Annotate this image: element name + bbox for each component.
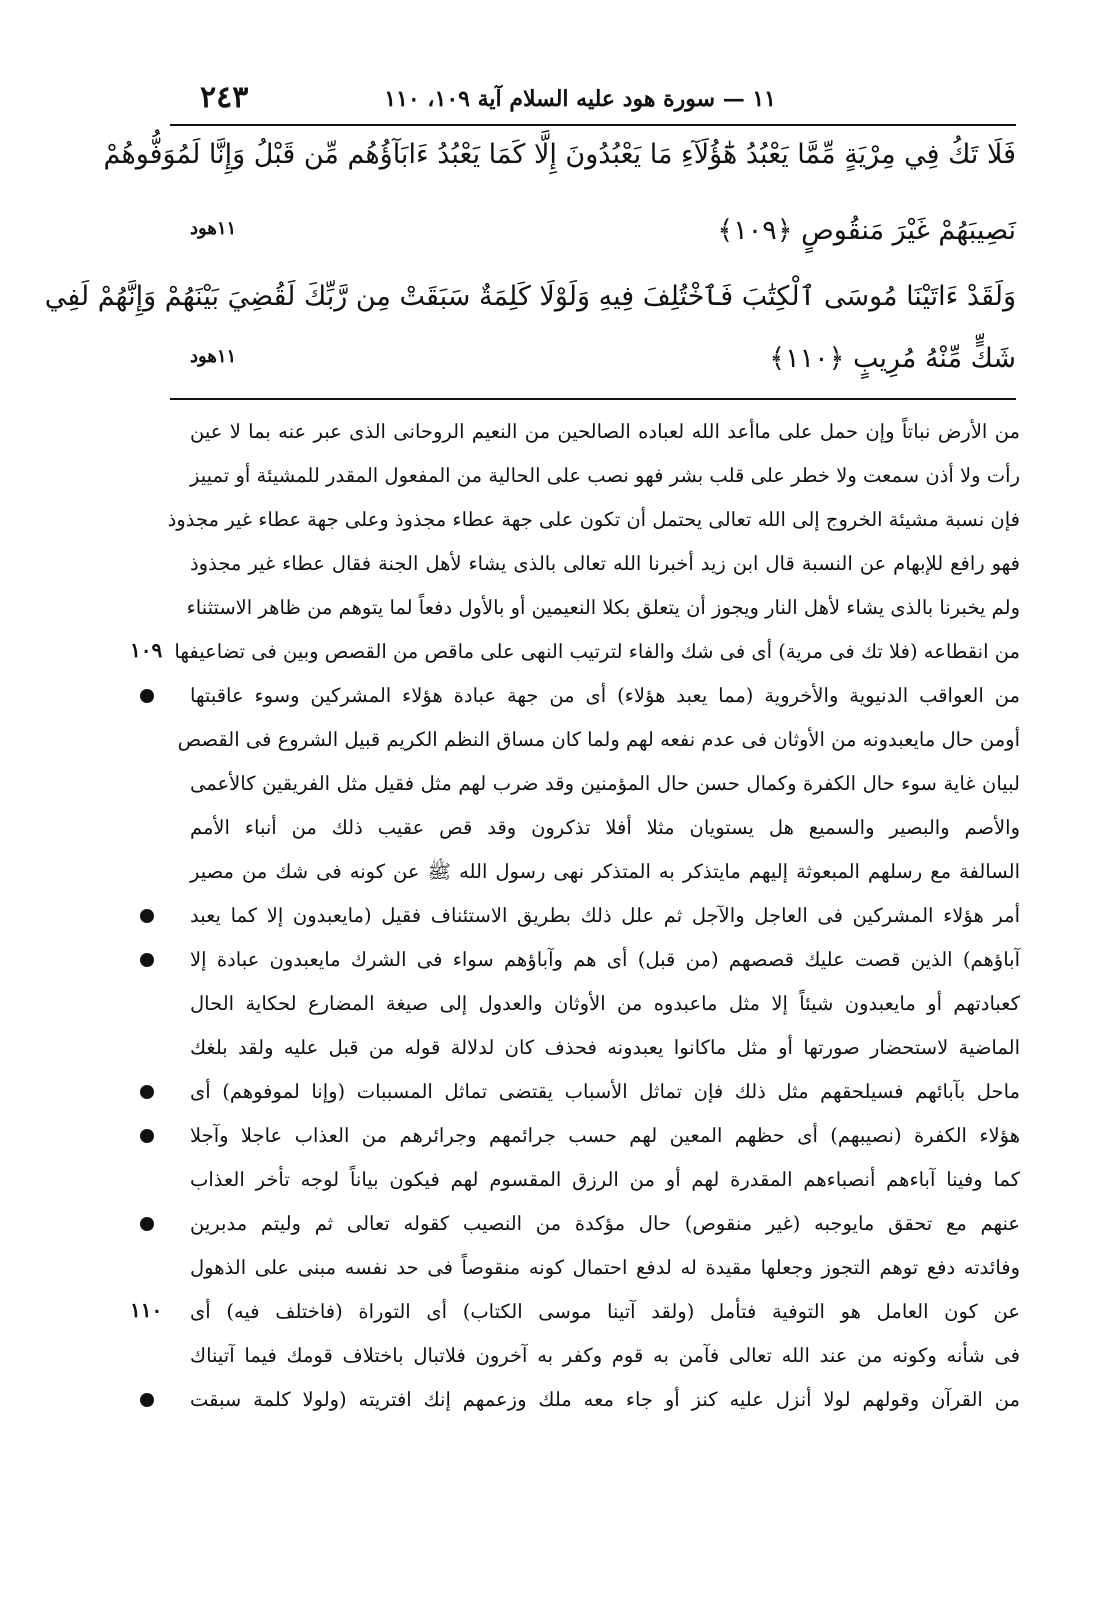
section-divider	[170, 398, 1016, 400]
bullet-marker	[140, 689, 154, 703]
tafsir-line: أومن حال مايعبدونه من الأوثان فى عدم نفعه لهم ولما كان مساق النظم الكريم قبيل الشروع فى القصص	[177, 728, 1020, 751]
verse-number: ١١٠	[130, 1298, 163, 1322]
tafsir-line: من العواقب الدنيوية والأخروية (مما يعبد هؤلاء) أى من جهة عبادة هؤلاء المشركين وسوء عاقبتها	[190, 684, 1020, 707]
bullet-marker	[140, 1393, 154, 1407]
quran-line: فَلَا تَكُ فِي مِرْيَةٍ مِّمَّا يَعْبُدُ هَٰٓؤُلَآءِ مَا يَعْبُدُونَ إِلَّا كَمَا يَعْبُدُ ءَابَآؤُهُم مِّن قَبْلُ وَإِنَّا لَمُوَفُّوهُمْ	[103, 139, 1016, 170]
tafsir-line: من انقطاعه (فلا تك فى مرية) أى فى شك والفاء لترتيب النهى على ماقص من القصص وبين فى تضاعيفها	[174, 640, 1020, 663]
tafsir-line: آباؤهم) الذين قصت عليك قصصهم (من قبل) أى هم وآباؤهم سواء فى الشرك مايعبدون عبادة إلا	[190, 948, 1020, 971]
tafsir-line: السالفة مع رسلهم المبعوثة إليهم مايتذكر به المتذكر نهى رسول الله ﷺ عن كونه فى شك من مصير	[190, 860, 1020, 883]
surah-title: ١١ — سورة هود عليه السلام آية ١٠٩، ١١٠	[384, 86, 776, 112]
tafsir-line: ولم يخبرنا بالذى يشاء لأهل النار ويجوز أن يتعلق بكلا النعيمين أو بالأول دفعاً لما يتوهم من ظاهر الاستثناء	[186, 596, 1020, 619]
tafsir-line: فهو رافع للإبهام عن النسبة قال ابن زيد أخبرنا الله تعالى بالذى يشاء لأهل الجنة فقال عطاء غير مجذوذ	[190, 552, 1020, 575]
tafsir-line: الماضية لاستحضار صورتها أو مثل ماكانوا يعبدونه فحذف كان لدلالة قوله من قبل عليه ولقد بلغك	[190, 1036, 1020, 1059]
verse-number: ١٠٩	[130, 638, 163, 662]
tafsir-line: عنهم مع تحقق مايوجبه (غير منقوص) حال مؤكدة من النصيب كقوله تعالى ثم وليتم مدبرين	[190, 1212, 1020, 1235]
tafsir-line: والأصم والبصير والسميع هل يستويان مثلا أفلا تذكرون وقد قص عقيب ذلك من أنباء الأمم	[190, 816, 1020, 839]
bullet-marker	[140, 1217, 154, 1231]
quran-line: نَصِيبَهُمْ غَيْرَ مَنقُوصٍ ﴿١٠٩﴾	[717, 215, 1016, 246]
tafsir-line: ماحل بآبائهم فسيلحقهم مثل ذلك فإن تماثل الأسباب يقتضى تماثل المسببات (وإنا لموفوهم) أى	[190, 1080, 1020, 1103]
tafsir-line: من الأرض نباتاً وإن حمل على ماأعد الله لعباده الصالحين من النعيم الروحانى الذى عبر عنه بما لا عين	[190, 420, 1020, 443]
tafsir-line: كعبادتهم أو مايعبدون شيئاً إلا مثل ماعبدوه من الأوثان والعدول إلى صيغة المضارع لحكاية الحال	[190, 992, 1020, 1015]
page-header	[170, 78, 1016, 126]
tafsir-line: كما وفينا آباءهم أنصباءهم المقدرة لهم أو من الرزق المقسوم لهم فيكون بياناً لوجه تأخر العذاب	[190, 1168, 1020, 1191]
tafsir-line: رأت ولا أذن سمعت ولا خطر على قلب بشر فهو نصب على الحالية من المفعول المقدر للمشيئة أو تمييز	[190, 464, 1020, 487]
surah-reference: ١١هود	[190, 218, 237, 239]
tafsir-line: من القرآن وقولهم لولا أنزل عليه كنز أو جاء معه ملك وزعمهم إنك افتريته (ولولا كلمة سبقت	[190, 1388, 1020, 1411]
surah-reference: ١١هود	[190, 346, 237, 367]
tafsir-line: لبيان غاية سوء حال الكفرة وكمال حسن حال المؤمنين وقد ضرب لهم مثل فقيل مثل الفريقين كالأعمى	[190, 772, 1020, 795]
bullet-marker	[140, 909, 154, 923]
quran-line: وَلَقَدْ ءَاتَيْنَا مُوسَى ٱلْكِتَٰبَ فَٱخْتُلِفَ فِيهِ وَلَوْلَا كَلِمَةٌ سَبَقَتْ مِن رَّبِّكَ لَقُضِيَ بَيْنَهُمْ وَإِنَّهُمْ لَفِي	[44, 281, 1016, 312]
tafsir-line: هؤلاء الكفرة (نصيبهم) أى حظهم المعين لهم حسب جرائمهم وجرائرهم من العذاب عاجلا وآجلا	[190, 1124, 1020, 1147]
page-number: ٢٤٣	[200, 80, 249, 115]
bullet-marker	[140, 1129, 154, 1143]
tafsir-line: أمر هؤلاء المشركين فى العاجل والآجل ثم علل ذلك بطريق الاستئناف فقيل (مايعبدون إلا كما يعبد	[190, 904, 1020, 927]
tafsir-line: وفائدته دفع توهم التجوز وجعلها مقيدة له لدفع احتمال كونه منقوصاً فى حد نفسه مبنى على الذهول	[190, 1256, 1020, 1279]
quran-line: شَكٍّ مِّنْهُ مُرِيبٍ ﴿١١٠﴾	[769, 343, 1016, 374]
bullet-marker	[140, 1085, 154, 1099]
bullet-marker	[140, 953, 154, 967]
tafsir-line: عن كون العامل هو التوفية فتأمل (ولقد آتينا موسى الكتاب) أى التوراة (فاختلف فيه) أى	[190, 1300, 1020, 1323]
tafsir-line: فإن نسبة مشيئة الخروج إلى الله تعالى يحتمل أن تكون على جهة عطاء مجذوذ وعلى جهة عطاء غير مجذوذ	[167, 508, 1020, 531]
tafsir-line: فى شأنه وكونه من عند الله تعالى فآمن به قوم وكفر به آخرون فلاتبال باختلاف قومك فيما آتيناك	[190, 1344, 1020, 1367]
